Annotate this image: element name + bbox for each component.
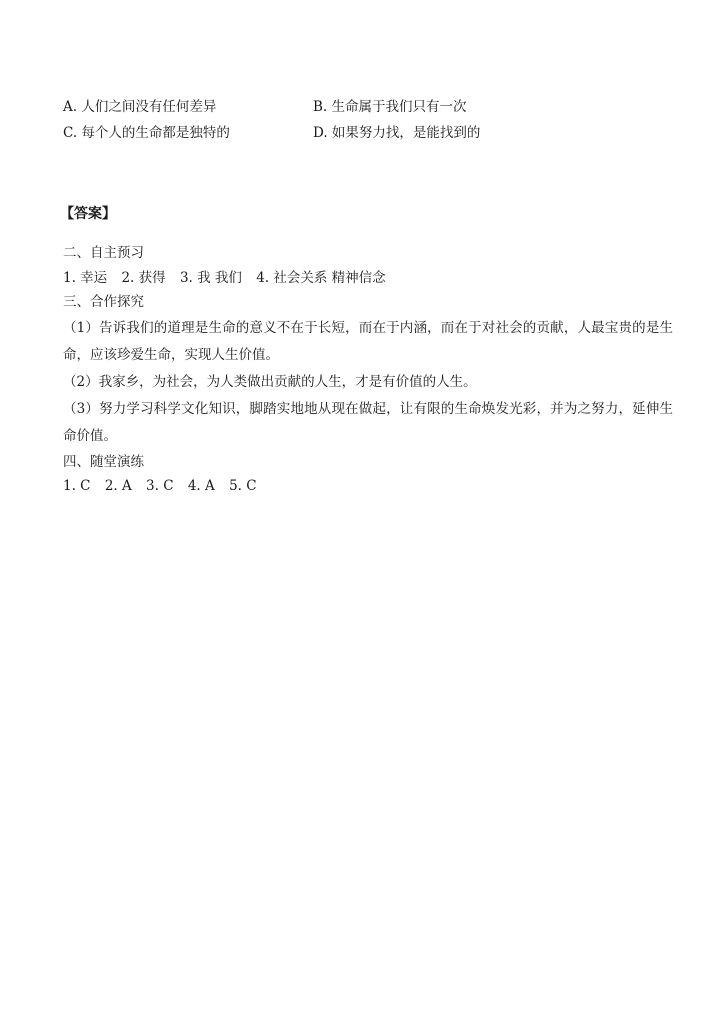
preview-answers <box>63 266 673 291</box>
inquiry-paragraph-3: （3）努力学习科学文化知识，脚踏实地地从现在做起，让有限的生命焕发光彩，并为之努力，延伸生命价值。 <box>63 400 673 444</box>
practice-answers <box>63 474 673 499</box>
practice-answer-5: 5. C <box>229 478 257 494</box>
choice-options <box>63 94 663 146</box>
inquiry-paragraph-2: （2）我家乡，为社会，为人类做出贡献的人生，才是有价值的人生。 <box>63 373 477 390</box>
section-title-practice: 四、随堂演练 <box>63 453 144 470</box>
answer-section <box>63 241 673 499</box>
preview-answer-2: 2. 获得 <box>121 269 166 286</box>
option-b: B. 生命属于我们只有一次 <box>313 99 467 115</box>
option-c: C. 每个人的生命都是独特的 <box>63 125 230 141</box>
inquiry-paragraph-1: （1）告诉我们的道理是生命的意义不在于长短，而在于内涵，而在于对社会的贡献，人最宝贵的是生命，应该珍爱生命，实现人生价值。 <box>63 319 673 363</box>
practice-answer-1: 1. C <box>63 478 91 494</box>
option-a: A. 人们之间没有任何差异 <box>63 99 217 115</box>
options-row-2 <box>63 120 663 146</box>
option-d: D. 如果努力找，是能找到的 <box>313 125 481 141</box>
practice-answer-4: 4. A <box>187 478 215 494</box>
answer-heading: 【答案】 <box>60 206 116 222</box>
preview-answer-4: 4. 社会关系 精神信念 <box>256 269 386 286</box>
practice-answer-3: 3. C <box>146 478 174 494</box>
options-row-1 <box>63 94 663 120</box>
preview-answer-1: 1. 幸运 <box>63 269 108 286</box>
preview-answer-3: 3. 我 我们 <box>179 269 242 286</box>
section-title-preview: 二、自主预习 <box>63 245 144 261</box>
practice-answer-2: 2. A <box>104 478 132 494</box>
section-title-inquiry: 三、合作探究 <box>63 294 144 310</box>
